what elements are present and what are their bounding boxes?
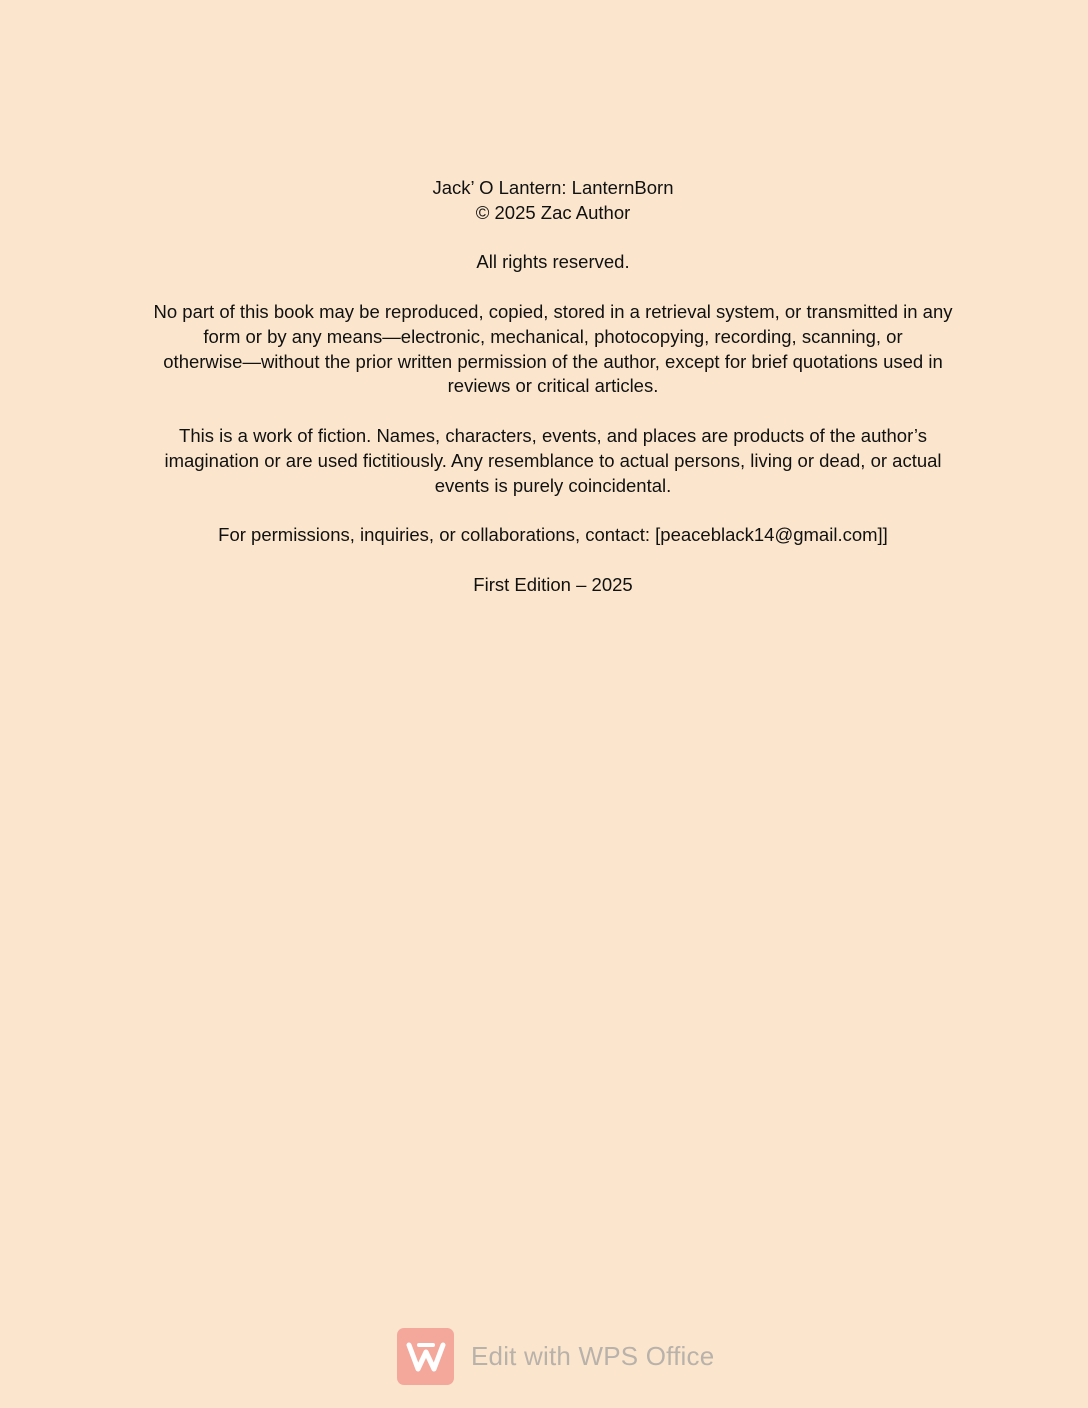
- reproduction-notice-line-2: form or by any means—electronic, mechanical, photocopying, recording, scanning, or: [203, 325, 903, 347]
- copyright-line: © 2025 Zac Author: [475, 201, 631, 223]
- watermark-text: Edit with WPS Office: [471, 1341, 715, 1371]
- contact-line: For permissions, inquiries, or collaborations, contact: [peaceblack14@gmail.com]]: [218, 524, 888, 546]
- wps-logo-icon: [397, 1328, 454, 1385]
- edition-line: First Edition – 2025: [473, 573, 633, 595]
- reproduction-notice-line-1: No part of this book may be reproduced, copied, stored in a retrieval system, or transmitted in any: [153, 300, 953, 322]
- fiction-notice-line-1: This is a work of fiction. Names, characters, events, and places are products of the author’s: [179, 424, 927, 446]
- reproduction-notice-line-3: otherwise—without the prior written permission of the author, except for brief quotations used in: [163, 350, 943, 372]
- copyright-page-text: [140, 176, 966, 598]
- fiction-notice-line-2: imagination or are used fictitiously. Any resemblance to actual persons, living or dead, or actual: [164, 449, 942, 471]
- all-rights-reserved: All rights reserved.: [476, 251, 630, 273]
- wps-watermark[interactable]: [397, 1328, 714, 1385]
- reproduction-notice-line-4: reviews or critical articles.: [447, 375, 659, 397]
- fiction-notice-line-3: events is purely coincidental.: [434, 474, 672, 496]
- book-title-line: Jack’ O Lantern: LanternBorn: [432, 177, 674, 198]
